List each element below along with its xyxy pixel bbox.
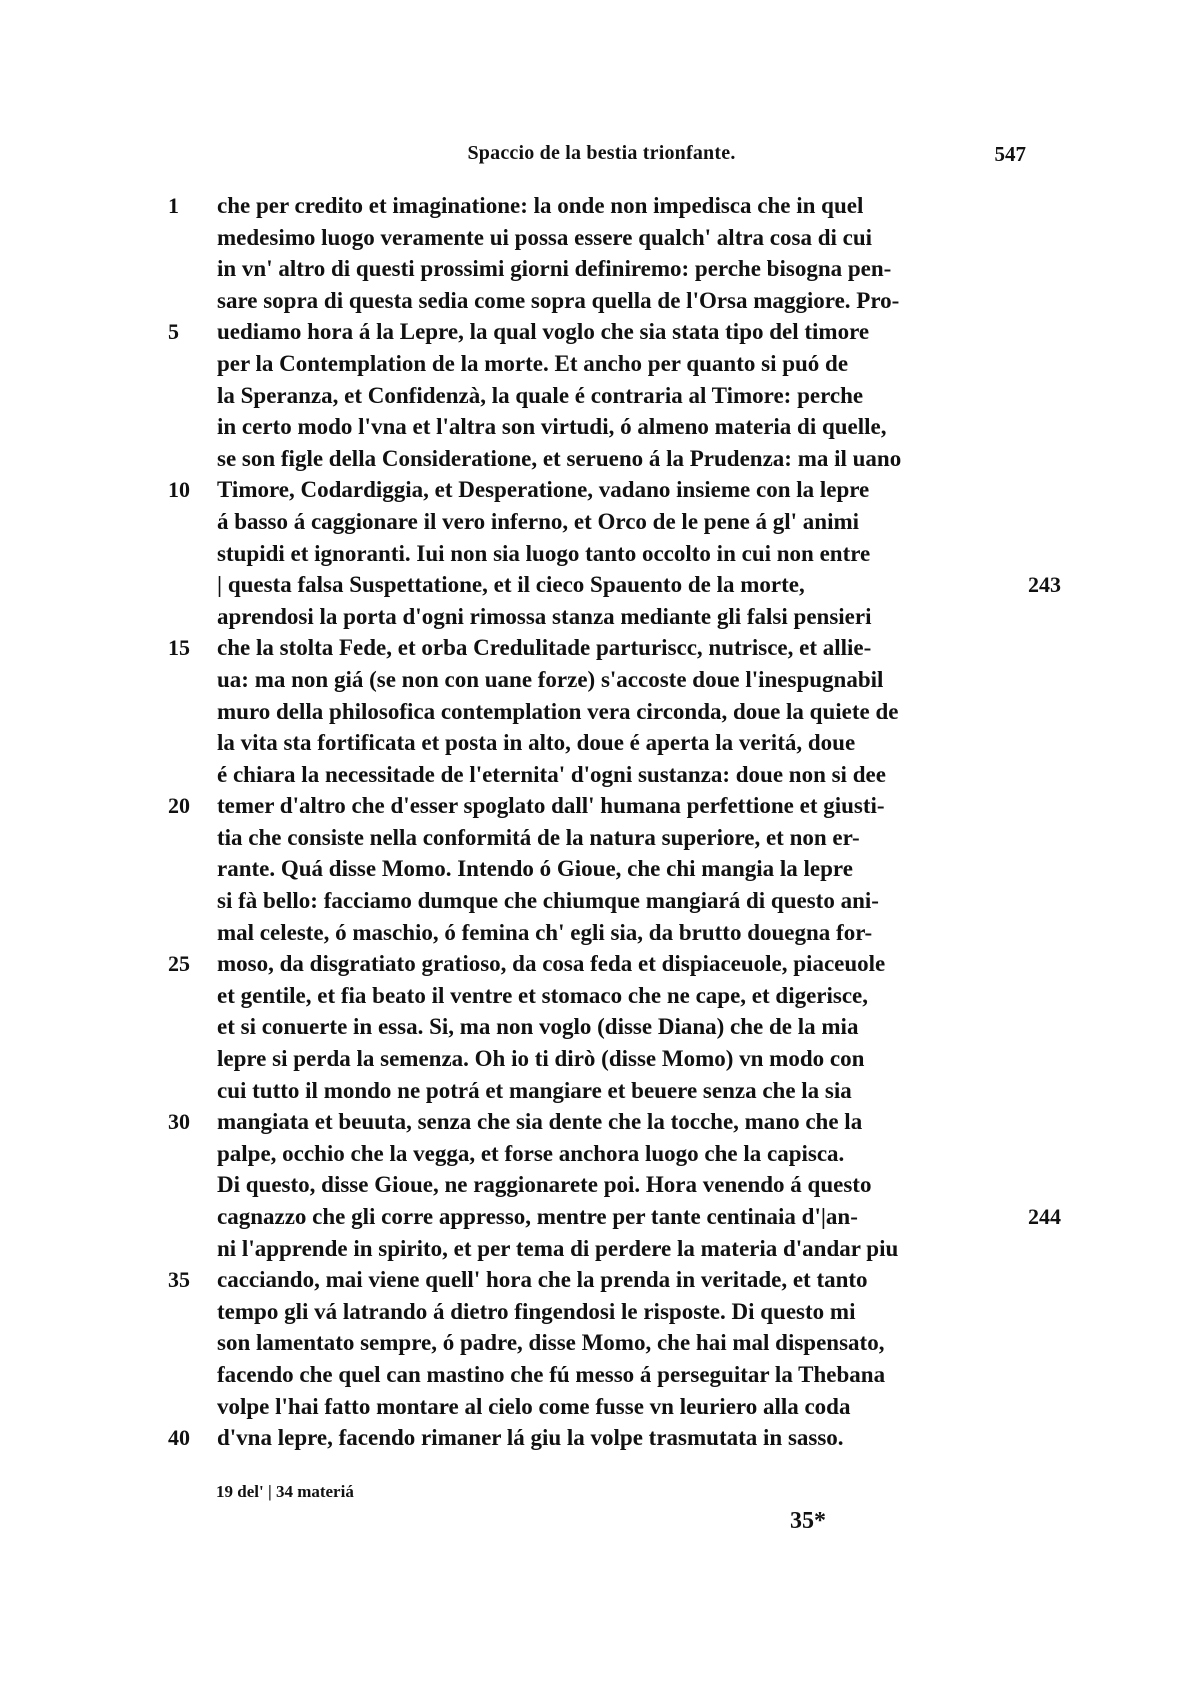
text-line — [0, 380, 1203, 412]
line-text: mangiata et beuuta, senza che sia dente che la tocche, mano che la — [217, 1109, 863, 1135]
running-title: Spaccio de la bestia trionfante. — [467, 142, 736, 164]
line-text: in certo modo l'vna et l'altra son virtudi, ó almeno materia di quelle, — [217, 414, 887, 440]
text-line — [0, 443, 1203, 475]
text-line — [0, 1075, 1203, 1107]
signature-mark: 35* — [790, 1508, 826, 1534]
text-line — [0, 190, 1203, 222]
line-text: et gentile, et fia beato il ventre et stomaco che ne cape, et digerisce, — [217, 982, 869, 1008]
marginal-page-reference: 244 — [1028, 1204, 1061, 1229]
marginal-page-reference: 243 — [1028, 572, 1061, 598]
text-line — [0, 316, 1203, 348]
text-line — [0, 348, 1203, 380]
text-line — [0, 1422, 1203, 1454]
line-text: tempo gli vá latrando á dietro fingendosi le risposte. Di questo mi — [217, 1298, 856, 1324]
text-line — [0, 664, 1203, 696]
line-text: medesimo luogo veramente ui possa essere qualch' altra cosa di cui — [217, 224, 873, 250]
line-text: mal celeste, ó maschio, ó femina ch' egli sia, da brutto douegna for- — [217, 919, 873, 945]
footnote: 19 del' | 34 materiá — [216, 1482, 354, 1501]
line-text: cacciando, mai viene quell' hora che la prenda in veritade, et tanto — [217, 1267, 868, 1293]
line-text: aprendosi la porta d'ogni rimossa stanza mediante gli falsi pensieri — [217, 603, 872, 629]
line-text: volpe l'hai fatto montare al cielo come fusse vn leuriero alla coda — [217, 1393, 851, 1419]
line-text: se son figle della Consideratione, et serueno á la Prudenza: ma il uano — [217, 445, 902, 471]
line-number: 40 — [168, 1425, 190, 1451]
text-line — [0, 538, 1203, 570]
line-text: ni l'apprende in spirito, et per tema di perdere la materia d'andar piu — [217, 1235, 899, 1261]
line-number: 15 — [168, 635, 190, 661]
text-line — [0, 727, 1203, 759]
line-text: | questa falsa Suspettatione, et il cieco Spauento de la morte, — [217, 572, 805, 598]
text-line — [0, 474, 1203, 506]
text-line — [0, 853, 1203, 885]
line-text: temer d'altro che d'esser spoglato dall' humana perfettione et giusti- — [217, 793, 885, 819]
body-text — [0, 190, 1203, 1454]
line-text: muro della philosofica contemplation vera circonda, doue la quiete de — [217, 698, 899, 724]
line-text: Timore, Codardiggia, et Desperatione, vadano insieme con la lepre — [217, 477, 870, 503]
line-text: son lamentato sempre, ó padre, disse Momo, che hai mal dispensato, — [217, 1330, 885, 1356]
text-line — [0, 1391, 1203, 1423]
text-line — [0, 917, 1203, 949]
text-line — [0, 285, 1203, 317]
text-line — [0, 632, 1203, 664]
line-number: 35 — [168, 1267, 190, 1293]
text-line — [0, 885, 1203, 917]
text-line — [0, 1327, 1203, 1359]
line-text: stupidi et ignoranti. Iui non sia luogo tanto occolto in cui non entre — [217, 540, 871, 566]
text-line — [0, 1264, 1203, 1296]
line-text: tia che consiste nella conformitá de la natura superiore, et non er- — [217, 824, 860, 850]
text-line — [0, 1233, 1203, 1265]
line-text: cagnazzo che gli corre appresso, mentre per tante centinaia d'|an- — [217, 1204, 858, 1229]
line-text: sare sopra di questa sedia come sopra quella de l'Orsa maggiore. Pro- — [217, 287, 900, 313]
text-line — [0, 569, 1203, 601]
text-line — [0, 222, 1203, 254]
text-line — [0, 253, 1203, 285]
line-number: 5 — [168, 319, 179, 345]
text-line — [0, 822, 1203, 854]
line-text: ua: ma non giá (se non con uane forze) s'accoste doue l'inespugnabil — [217, 666, 884, 692]
line-text: la vita sta fortificata et posta in alto, doue é aperta la veritá, doue — [217, 730, 856, 756]
page-header — [0, 142, 1203, 172]
line-number: 20 — [168, 793, 190, 819]
line-text: rante. Quá disse Momo. Intendo ó Gioue, che chi mangia la lepre — [217, 856, 853, 882]
line-text: che la stolta Fede, et orba Credulitade parturiscc, nutrisce, et allie- — [217, 635, 872, 661]
text-line — [0, 1296, 1203, 1328]
text-line — [0, 601, 1203, 633]
line-text: moso, da disgratiato gratioso, da cosa feda et dispiaceuole, piaceuole — [217, 951, 886, 977]
line-text: in vn' altro di questi prossimi giorni definiremo: perche bisogna pen- — [217, 256, 892, 282]
text-line — [0, 1201, 1203, 1233]
text-line — [0, 1043, 1203, 1075]
line-number: 1 — [168, 193, 179, 218]
text-line — [0, 1169, 1203, 1201]
page-number: 547 — [994, 142, 1026, 166]
line-text: d'vna lepre, facendo rimaner lá giu la volpe trasmutata in sasso. — [217, 1425, 844, 1451]
text-line — [0, 696, 1203, 728]
line-number: 30 — [168, 1109, 190, 1135]
text-line — [0, 790, 1203, 822]
line-text: palpe, occhio che la vegga, et forse anchora luogo che la capisca. — [217, 1140, 845, 1166]
line-text: á basso á caggionare il vero inferno, et Orco de le pene á gl' animi — [217, 508, 860, 534]
text-line — [0, 759, 1203, 791]
line-text: facendo che quel can mastino che fú messo á perseguitar la Thebana — [217, 1361, 886, 1387]
line-text: che per credito et imaginatione: la onde non impedisca che in quel — [217, 193, 864, 218]
line-text: cui tutto il mondo ne potrá et mangiare et beuere senza che la sia — [217, 1077, 852, 1103]
text-line — [0, 1106, 1203, 1138]
line-text: la Speranza, et Confidenzà, la quale é contraria al Timore: perche — [217, 382, 864, 408]
text-line — [0, 980, 1203, 1012]
text-line — [0, 1138, 1203, 1170]
text-line — [0, 948, 1203, 980]
line-text: per la Contemplation de la morte. Et ancho per quanto si puó de — [217, 350, 849, 376]
line-text: Di questo, disse Gioue, ne raggionarete poi. Hora venendo á questo — [217, 1172, 872, 1198]
text-line — [0, 506, 1203, 538]
text-line — [0, 1359, 1203, 1391]
line-text: é chiara la necessitade de l'eternita' d'ogni sustanza: doue non si dee — [217, 761, 886, 787]
text-line — [0, 1011, 1203, 1043]
line-text: si fà bello: facciamo dumque che chiumque mangiará di questo ani- — [217, 888, 879, 914]
line-text: uediamo hora á la Lepre, la qual voglo che sia stata tipo del timore — [217, 319, 870, 345]
line-number: 10 — [168, 477, 190, 503]
line-text: lepre si perda la semenza. Oh io ti dirò (disse Momo) vn modo con — [217, 1046, 865, 1072]
line-text: et si conuerte in essa. Si, ma non voglo (disse Diana) che de la mia — [217, 1014, 859, 1040]
text-line — [0, 411, 1203, 443]
line-number: 25 — [168, 951, 190, 977]
